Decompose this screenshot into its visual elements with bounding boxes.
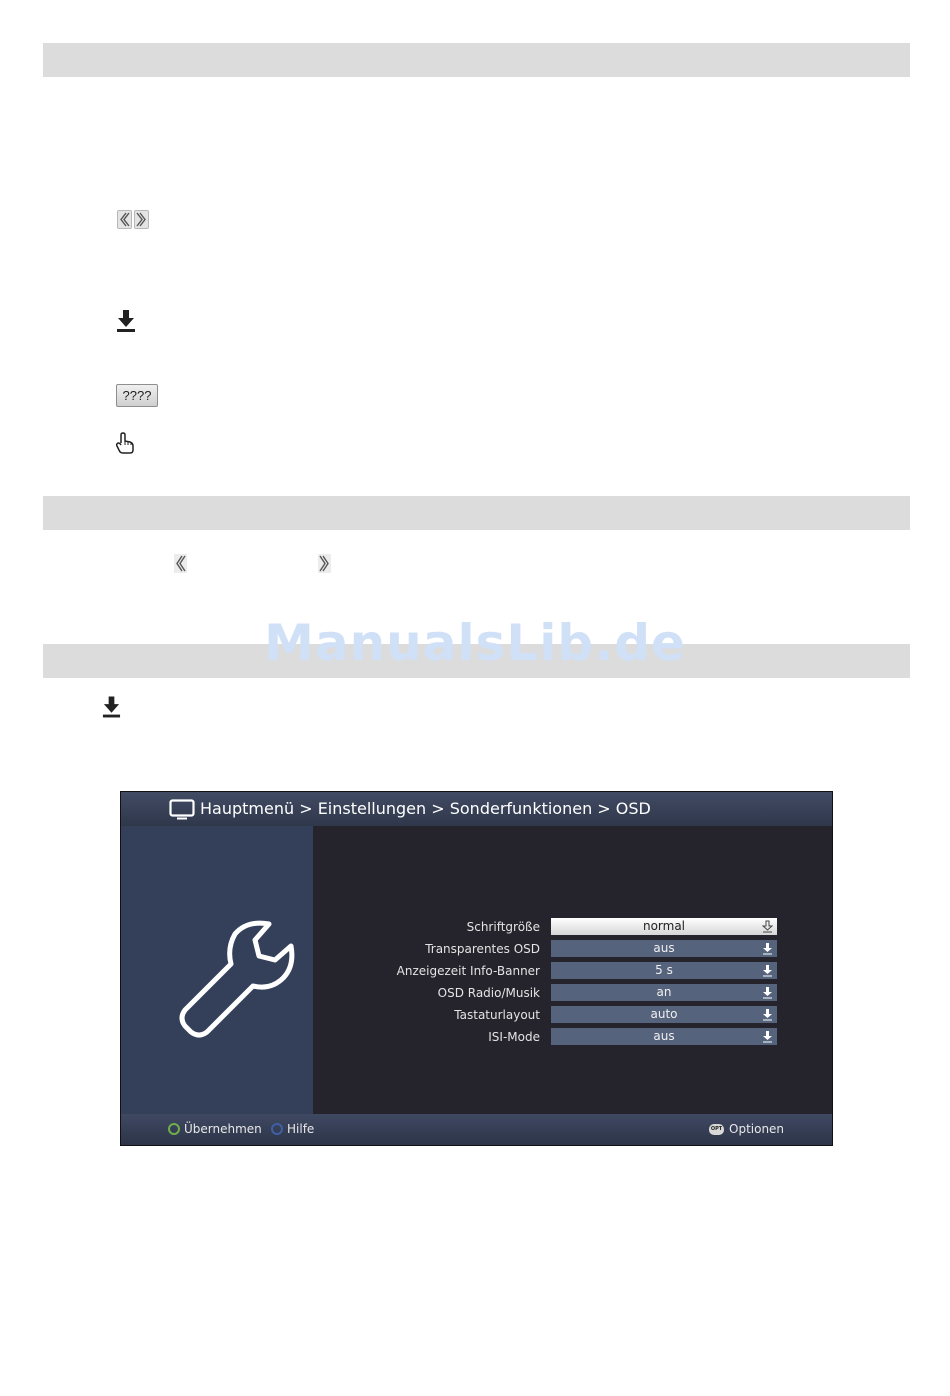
settings-row[interactable]	[121, 918, 832, 936]
tv-icon	[169, 799, 195, 825]
setting-value: auto	[650, 1007, 678, 1021]
dropdown-arrow-icon	[762, 942, 773, 960]
dropdown-arrow-icon	[762, 964, 773, 982]
setting-label: Anzeigezeit Info-Banner	[396, 964, 540, 978]
touch-hand-icon	[115, 432, 135, 458]
setting-value: normal	[642, 919, 686, 933]
settings-row[interactable]	[121, 940, 832, 958]
dropdown-arrow-icon	[116, 309, 136, 337]
setting-value-dropdown[interactable]	[551, 962, 777, 979]
settings-row[interactable]	[121, 1028, 832, 1046]
setting-value-dropdown[interactable]	[551, 1028, 777, 1045]
setting-value-dropdown[interactable]	[551, 918, 777, 935]
setting-value-dropdown[interactable]	[551, 984, 777, 1001]
settings-row[interactable]	[121, 1006, 832, 1024]
setting-label: Transparentes OSD	[425, 942, 540, 956]
section-header-bar	[43, 43, 910, 77]
setting-value-dropdown[interactable]	[551, 940, 777, 957]
setting-value: aus	[653, 1029, 675, 1043]
setting-value-dropdown[interactable]	[551, 1006, 777, 1023]
arrow-left-right-icon	[117, 210, 149, 229]
options-label: Optionen	[729, 1122, 785, 1136]
green-circle-icon	[168, 1123, 180, 1135]
chevron-right-icon	[318, 554, 331, 577]
dropdown-arrow-icon	[762, 920, 773, 938]
setting-label: ISI-Mode	[488, 1030, 540, 1044]
dropdown-arrow-icon	[762, 986, 773, 1004]
chevron-left-icon	[174, 554, 187, 577]
green-button-label: Übernehmen	[184, 1122, 262, 1136]
dropdown-arrow-icon	[102, 695, 121, 723]
chevron-left-icon	[117, 210, 132, 229]
blue-help-button[interactable]	[271, 1122, 314, 1136]
blue-button-label: Hilfe	[287, 1122, 315, 1136]
dropdown-arrow-icon	[762, 1030, 773, 1048]
setting-value: 5 s	[655, 963, 673, 977]
blue-circle-icon	[271, 1123, 283, 1135]
opt-badge: OPT	[709, 1124, 724, 1135]
setting-value: aus	[653, 941, 675, 955]
dropdown-arrow-icon	[762, 1008, 773, 1026]
osd-header	[121, 792, 832, 826]
chevron-right-icon	[134, 210, 149, 229]
watermark: ManualsLib.de	[264, 614, 686, 672]
settings-row[interactable]	[121, 984, 832, 1002]
setting-label: Schriftgröße	[466, 920, 540, 934]
section-header-bar	[43, 496, 910, 530]
green-apply-button[interactable]	[168, 1122, 262, 1136]
options-button[interactable]	[709, 1122, 784, 1136]
osd-footer	[121, 1114, 832, 1145]
setting-value: an	[656, 985, 672, 999]
setting-label: Tastaturlayout	[454, 1008, 540, 1022]
keyboard-question-button: ????	[116, 384, 158, 407]
settings-row[interactable]	[121, 962, 832, 980]
setting-label: OSD Radio/Musik	[437, 986, 540, 1000]
osd-screen	[120, 791, 833, 1146]
osd-breadcrumb: Hauptmenü > Einstellungen > Sonderfunktionen > OSD	[200, 799, 651, 818]
